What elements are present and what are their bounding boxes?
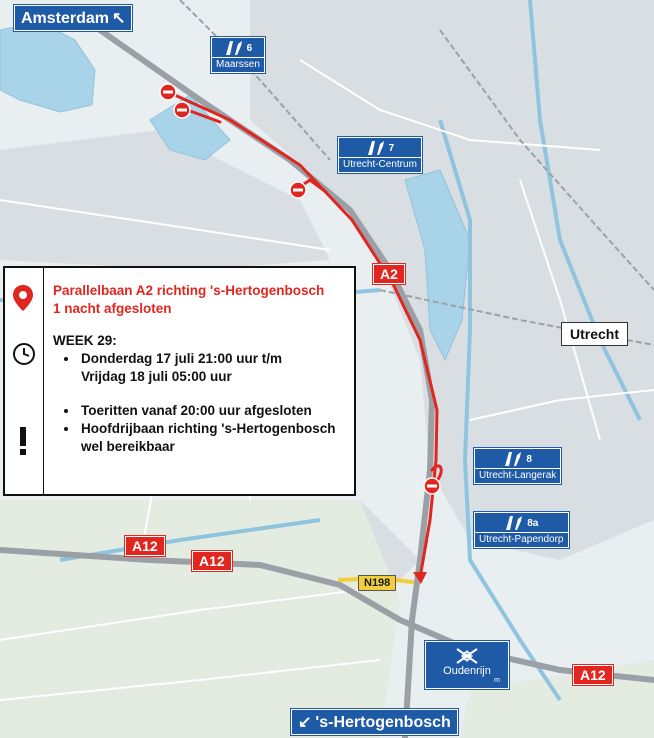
road-shield-a12: A12 <box>125 536 165 556</box>
no-entry-marker[interactable] <box>290 182 306 198</box>
arrow-down-left-icon: ↙ <box>298 714 312 731</box>
exit-number: 8a <box>527 517 539 529</box>
sign-hertogenbosch <box>291 709 458 735</box>
exit-icon <box>224 40 244 56</box>
info-title-line1: Parallelbaan A2 richting 's-Hertogenbosch <box>53 283 325 298</box>
exit-name: Utrecht-Langerak <box>475 468 560 483</box>
exit-name: Utrecht-Papendorp <box>475 532 568 547</box>
exit-number: 8 <box>526 453 532 465</box>
interchange-sub: m <box>494 676 500 684</box>
note-2-line2: wel bereikbaar <box>81 439 175 454</box>
exit-number: 7 <box>388 142 395 154</box>
interchange-icon <box>455 647 479 665</box>
road-shield-a12: A12 <box>192 551 232 571</box>
road-shield-n198: N198 <box>358 575 396 591</box>
note-item <box>79 402 346 420</box>
clock-icon <box>12 342 36 366</box>
info-week: WEEK 29: <box>53 333 117 348</box>
info-icon-column <box>5 268 44 494</box>
exit-sign-8 <box>474 448 561 484</box>
exit-sign-6 <box>211 37 265 73</box>
interchange-name: Oudenrijn <box>443 664 491 677</box>
schedule-line1: Donderdag 17 juli 21:00 uur t/m <box>81 351 283 366</box>
exit-icon <box>366 140 386 156</box>
schedule-item <box>79 350 346 386</box>
exit-sign-7 <box>338 137 422 173</box>
exit-icon <box>503 451 523 467</box>
info-panel <box>3 266 356 496</box>
notes-list <box>53 402 346 456</box>
sign-amsterdam <box>14 5 132 31</box>
exit-name: Utrecht-Centrum <box>339 157 421 172</box>
note-1: Toeritten vanaf 20:00 uur afgesloten <box>81 403 312 418</box>
road-shield-a12: A12 <box>573 665 613 685</box>
sign-amsterdam-label: Amsterdam <box>21 10 110 27</box>
no-entry-marker[interactable] <box>160 84 176 100</box>
no-entry-marker[interactable] <box>424 478 440 494</box>
sign-hertogenbosch-label: 's-Hertogenbosch <box>315 714 451 731</box>
no-entry-marker[interactable] <box>174 102 190 118</box>
info-content <box>53 282 346 456</box>
note-item <box>79 420 346 456</box>
schedule-list <box>53 350 346 386</box>
location-pin-icon <box>12 284 34 312</box>
exit-number: 6 <box>246 42 253 54</box>
exit-name: Maarssen <box>212 57 264 72</box>
exit-sign-8a <box>474 512 569 548</box>
schedule-line2: Vrijdag 18 juli 05:00 uur <box>81 369 232 384</box>
exit-icon <box>504 515 524 531</box>
interchange-sign-oudenrijn <box>425 641 509 689</box>
note-2-line1: Hoofdrijbaan richting 's-Hertogenbosch <box>81 421 336 436</box>
exclamation-icon <box>17 426 29 456</box>
city-label-utrecht: Utrecht <box>561 322 628 346</box>
arrow-up-left-icon: ↖ <box>112 10 126 27</box>
road-shield-a2: A2 <box>373 264 405 284</box>
info-title-line2: 1 nacht afgesloten <box>53 301 172 316</box>
